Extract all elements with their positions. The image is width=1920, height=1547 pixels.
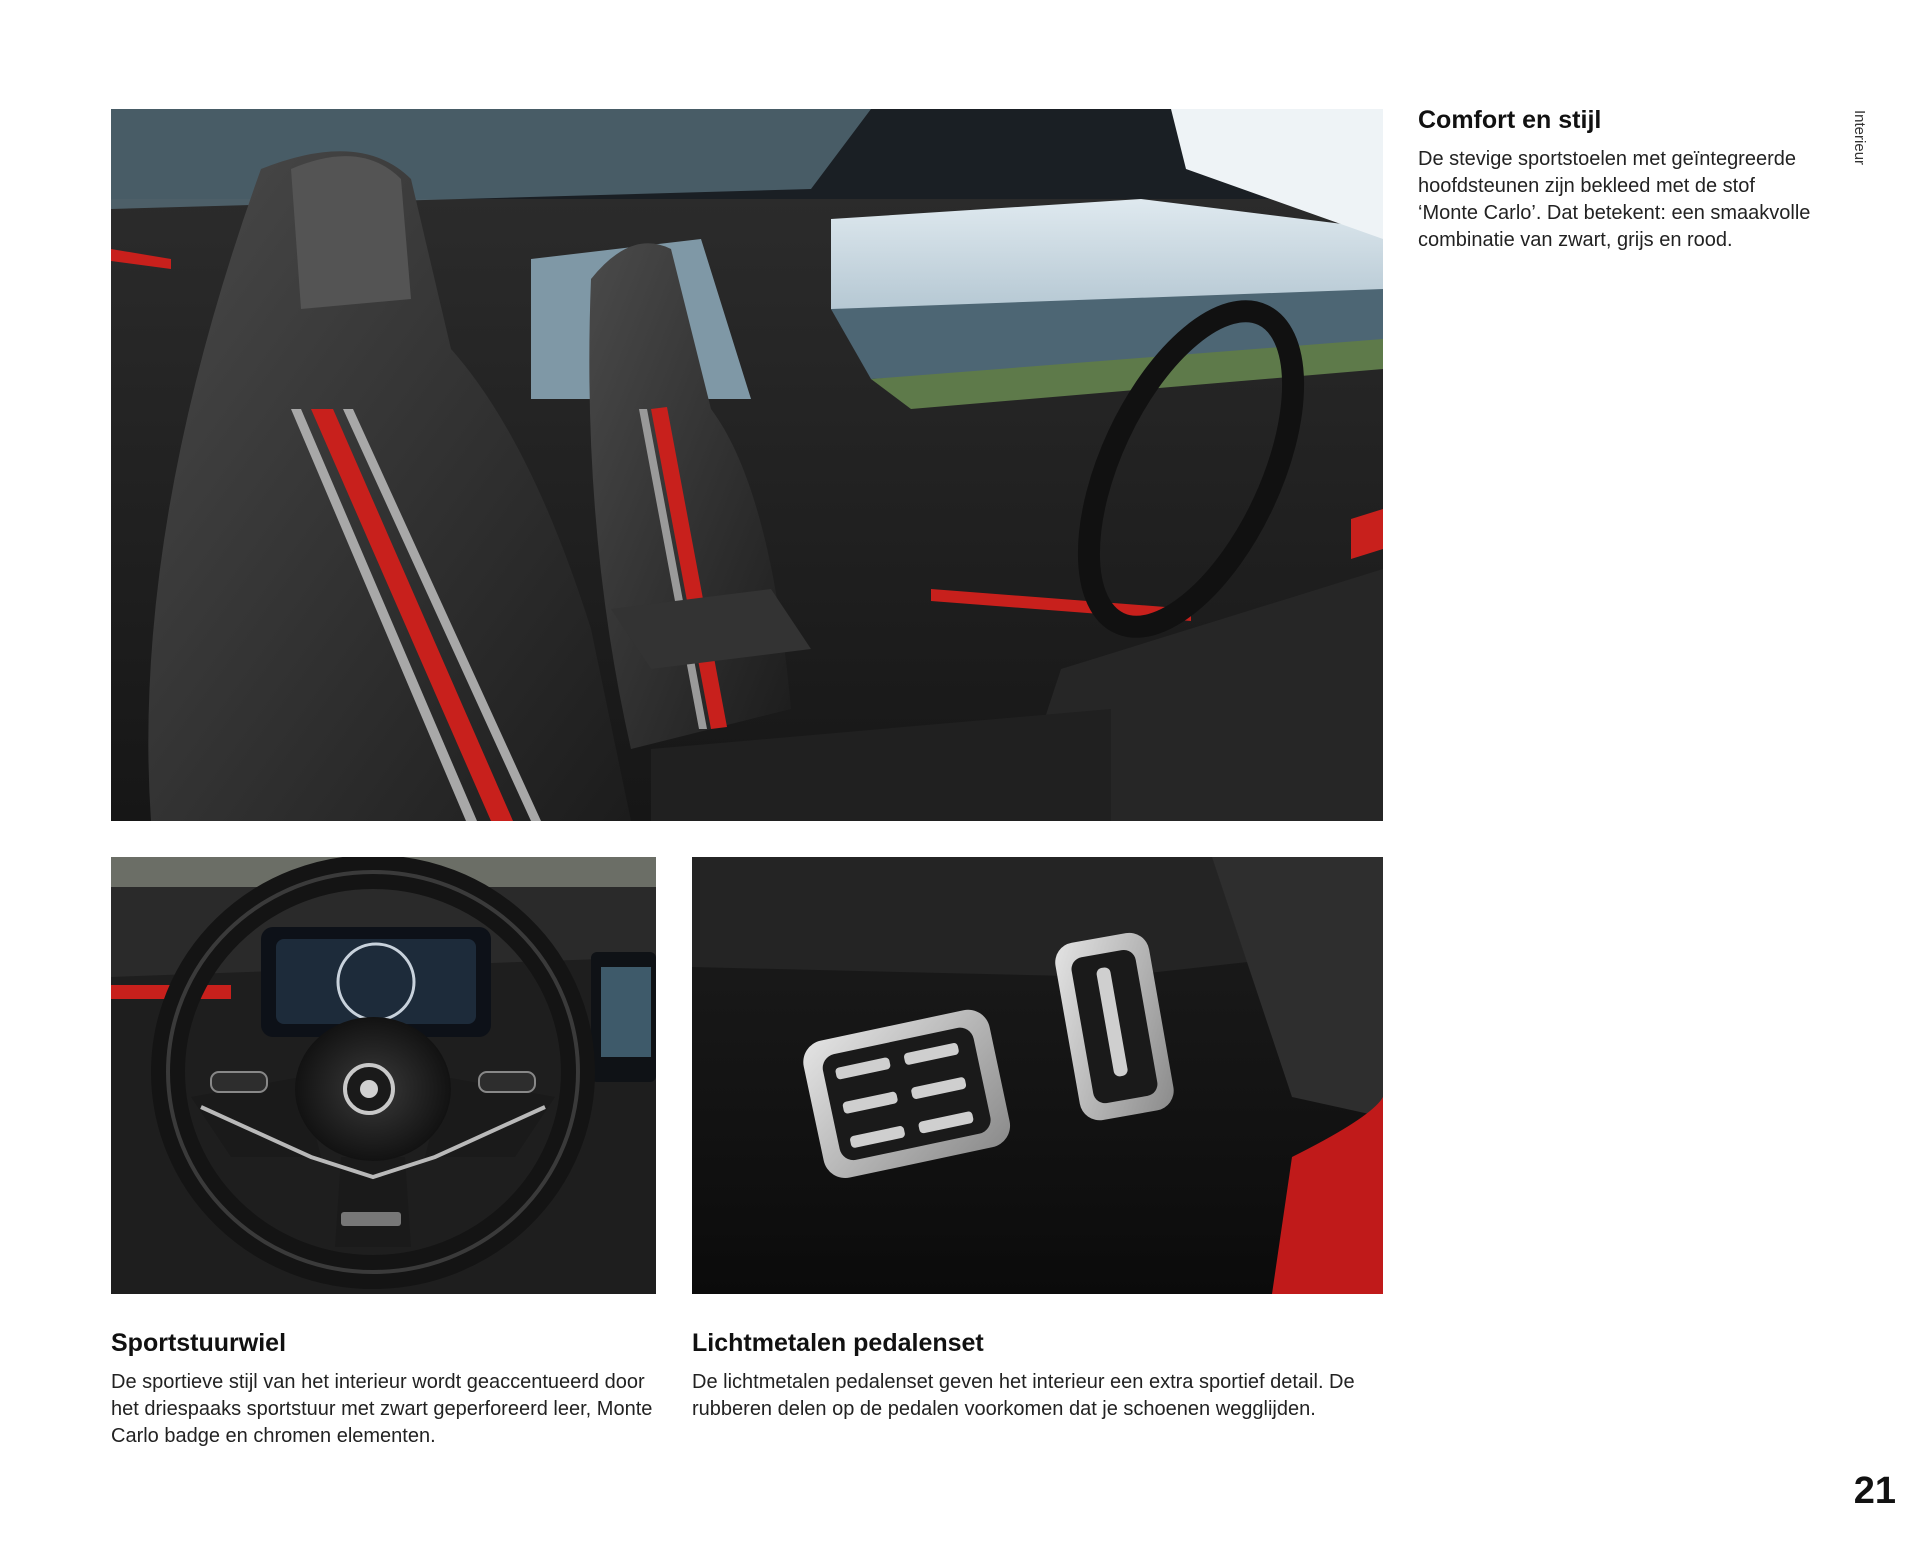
seats-illustration <box>111 109 1383 821</box>
page-number: 21 <box>1853 1470 1896 1512</box>
section-label: Interieur <box>1851 110 1868 166</box>
pedal-set-photo <box>692 857 1383 1294</box>
steering-wheel-title: Sportstuurwiel <box>111 1329 287 1357</box>
comfort-body: De stevige sportstoelen met geïntegreerde hoofdsteunen zijn bekleed met de stof ‘Monte Carlo’. Dat betekent: een smaakvolle combinatie van zwart, grijs en rood. <box>1418 148 1811 251</box>
pedals-title: Lichtmetalen pedalenset <box>692 1329 984 1357</box>
comfort-title: Comfort en stijl <box>1418 106 1602 134</box>
pedals-body: De lichtmetalen pedalenset geven het interieur een extra sportief detail. De rubberen delen op de pedalen voorkomen dat je schoenen wegglijden. <box>692 1371 1355 1420</box>
steering-wheel-photo <box>111 857 656 1294</box>
pedals-illustration <box>692 857 1383 1294</box>
interior-seats-photo <box>111 109 1383 821</box>
steering-wheel-illustration <box>111 857 656 1294</box>
steering-wheel-body: De sportieve stijl van het interieur wordt geaccentueerd door het driespaaks sportstuur met zwart geperforeerd leer, Monte Carlo badge en chromen elementen. <box>111 1371 653 1447</box>
